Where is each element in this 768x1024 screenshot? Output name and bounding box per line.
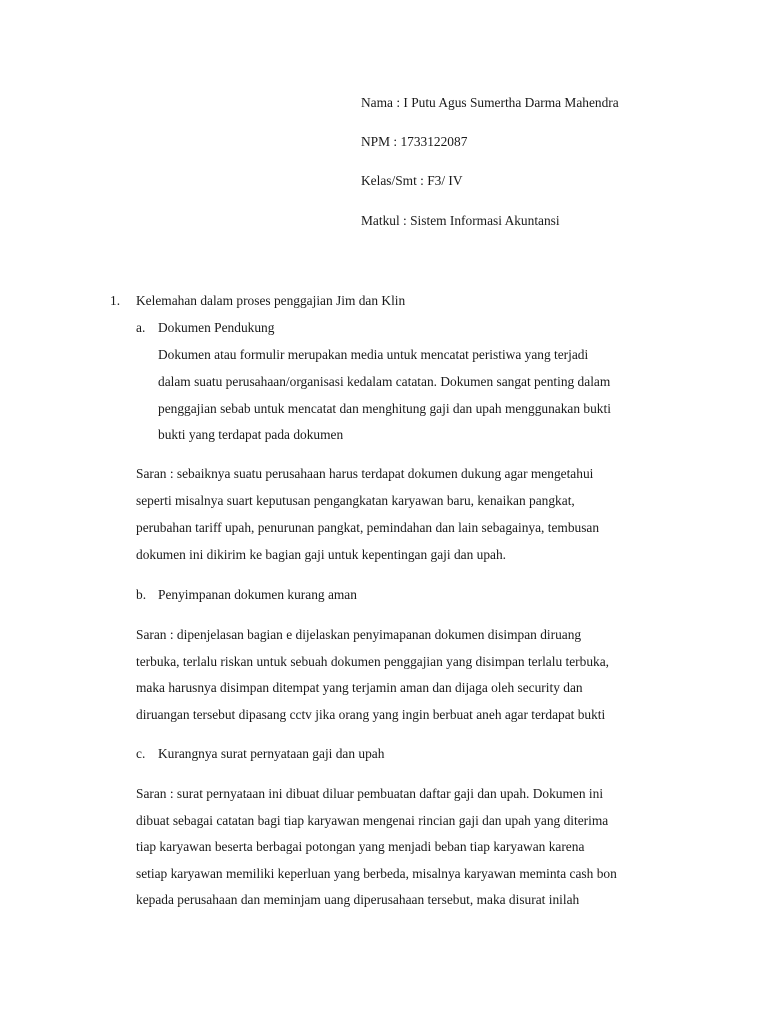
section-title: Kelemahan dalam proses penggajian Jim dan Klin: [136, 293, 406, 308]
item-title: Dokumen Pendukung: [158, 320, 275, 335]
paragraph-line: dalam suatu perusahaan/organisasi kedalam catatan. Dokumen sangat penting dalam: [158, 374, 611, 389]
suggestion-line: Saran : surat pernyataan ini dibuat diluar pembuatan daftar gaji dan upah. Dokumen ini: [136, 786, 604, 801]
suggestion-line: kepada perusahaan dan meminjam uang diperusahaan tersebut, maka disurat inilah: [136, 892, 580, 907]
course-name: Matkul : Sistem Informasi Akuntansi: [361, 213, 560, 228]
section-number: 1.: [110, 293, 121, 308]
item-letter: a.: [136, 320, 146, 335]
suggestion-line: dibuat sebagai catatan bagi tiap karyawan mengenai rincian gaji dan upah yang diterima: [136, 813, 609, 828]
suggestion-line: perubahan tariff upah, penurunan pangkat, pemindahan dan lain sebagainya, tembusan: [136, 520, 600, 535]
suggestion-line: dokumen ini dikirim ke bagian gaji untuk kepentingan gaji dan upah.: [136, 547, 507, 562]
paragraph-line: bukti yang terdapat pada dokumen: [158, 427, 344, 442]
suggestion-line: terbuka, terlalu riskan untuk sebuah dokumen penggajian yang disimpan terlalu terbuka,: [136, 654, 610, 669]
student-class: Kelas/Smt : F3/ IV: [361, 173, 463, 188]
suggestion-line: maka harusnya disimpan ditempat yang terjamin aman dan dijaga oleh security dan: [136, 680, 583, 695]
suggestion-line: Saran : dipenjelasan bagian e dijelaskan penyimapanan dokumen disimpan diruang: [136, 627, 582, 642]
suggestion-line: tiap karyawan beserta berbagai potongan yang menjadi beban tiap karyawan karena: [136, 839, 585, 854]
suggestion-line: Saran : sebaiknya suatu perusahaan harus terdapat dokumen dukung agar mengetahui: [136, 466, 594, 481]
suggestion-line: setiap karyawan memiliki keperluan yang berbeda, misalnya karyawan meminta cash bon: [136, 866, 617, 881]
suggestion-line: seperti misalnya suart keputusan pengangkatan karyawan baru, kenaikan pangkat,: [136, 493, 575, 508]
item-title: Kurangnya surat pernyataan gaji dan upah: [158, 746, 385, 761]
item-letter: c.: [136, 746, 146, 761]
student-name: Nama : I Putu Agus Sumertha Darma Mahendra: [361, 95, 619, 110]
suggestion-line: diruangan tersebut dipasang cctv jika orang yang ingin berbuat aneh agar terdapat bukti: [136, 707, 606, 722]
paragraph-line: Dokumen atau formulir merupakan media untuk mencatat peristiwa yang terjadi: [158, 347, 589, 362]
item-letter: b.: [136, 587, 147, 602]
student-npm: NPM : 1733122087: [361, 134, 468, 149]
paragraph-line: penggajian sebab untuk mencatat dan menghitung gaji dan upah menggunakan bukti: [158, 401, 611, 416]
item-title: Penyimpanan dokumen kurang aman: [158, 587, 357, 602]
